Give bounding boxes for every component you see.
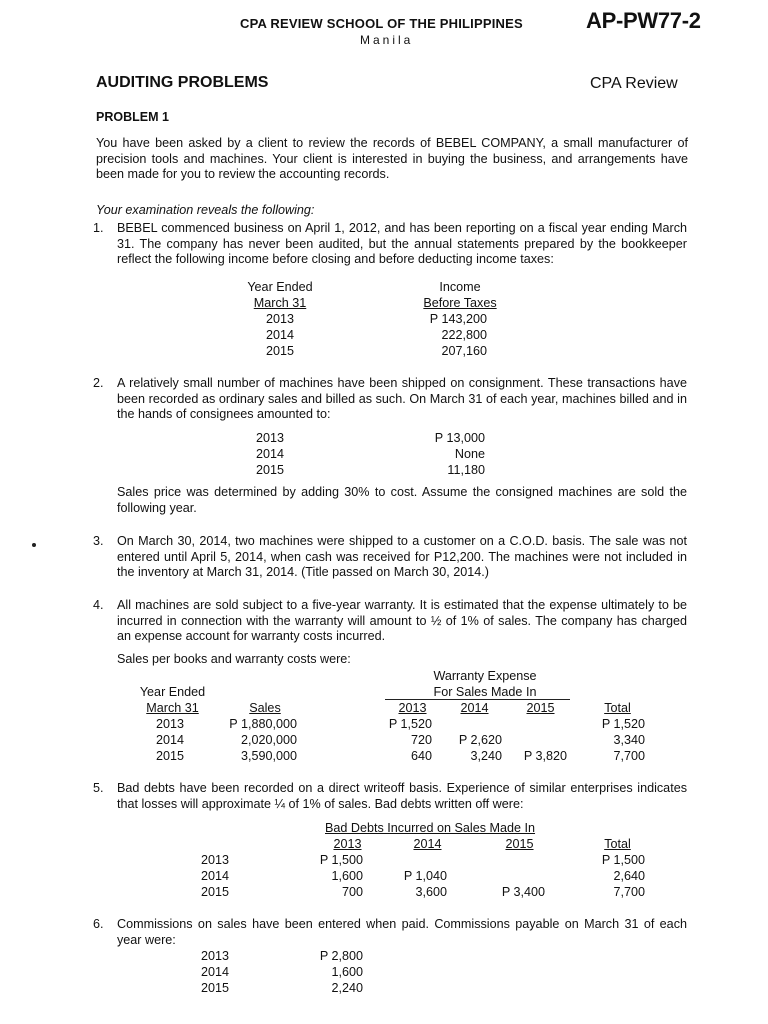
table-cell: P 1,500	[601, 853, 645, 867]
table-cell: 7,700	[613, 885, 645, 899]
table-cell: 2013	[200, 853, 230, 867]
table-cell: 640	[410, 749, 432, 763]
table-cell: P 1,500	[319, 853, 363, 867]
column-header: Total	[604, 701, 631, 715]
section-right-label: CPA Review	[590, 75, 678, 92]
item-note: Sales price was determined by adding 30% to cost. Assume the consigned machines are sold the following year.	[117, 485, 687, 515]
table-cell: 222,800	[441, 328, 487, 342]
column-header: 2014	[460, 701, 489, 715]
item-lead: Sales per books and warranty costs were:	[117, 652, 351, 666]
table-cell: 1,600	[331, 869, 363, 883]
table-cell: 2014	[155, 733, 185, 747]
table-cell: 2013	[265, 312, 295, 326]
column-header: Bad Debts Incurred on Sales Made In	[325, 821, 536, 835]
problem-label: PROBLEM 1	[96, 110, 169, 124]
table-cell: P 1,880,000	[229, 717, 297, 731]
table-cell: P 1,040	[403, 869, 447, 883]
table-cell: P 2,800	[319, 949, 363, 963]
item-number: 4.	[93, 598, 104, 612]
column-header: 2013	[333, 837, 362, 851]
column-header: Before Taxes	[423, 296, 497, 310]
table-cell: P 143,200	[429, 312, 487, 326]
table-cell: 3,600	[415, 885, 447, 899]
table-cell: 700	[341, 885, 363, 899]
table-cell: 2015	[155, 749, 185, 763]
table-cell: 2014	[200, 869, 230, 883]
table-cell: 2014	[200, 965, 230, 979]
table-cell: P 3,400	[501, 885, 545, 899]
section-title: AUDITING PROBLEMS	[96, 74, 269, 91]
school-city: Manila	[360, 33, 414, 47]
table-cell: 2015	[200, 885, 230, 899]
item-number: 1.	[93, 221, 104, 235]
item-text: On March 30, 2014, two machines were shipped to a customer on a C.O.D. basis. The sale was not entered until April 5, 2014, when cash was received for P12,200. The machines were not included in the inventory at March 31, 2014. (Title passed on March 30, 2014.)	[117, 534, 687, 579]
table-cell: None	[454, 447, 485, 461]
table-cell: P 3,820	[523, 749, 567, 763]
item-number: 3.	[93, 534, 104, 548]
table-cell: P 13,000	[434, 431, 485, 445]
column-header: 2014	[413, 837, 442, 851]
column-header: Warranty Expense	[433, 669, 537, 683]
column-header: Year Ended	[139, 685, 206, 699]
table-cell: 2013	[155, 717, 185, 731]
school-name: CPA REVIEW SCHOOL OF THE PHILIPPINES	[240, 16, 523, 31]
table-cell: 3,240	[470, 749, 502, 763]
column-header: 2013	[398, 701, 427, 715]
table-cell: 3,340	[613, 733, 645, 747]
column-header: 2015	[526, 701, 555, 715]
item-number: 2.	[93, 376, 104, 390]
table-cell: 2014	[265, 328, 295, 342]
item-text: BEBEL commenced business on April 1, 2012, and has been reporting on a fiscal year ending March 31. The company has never been audited, but the annual statements prepared by the bookkeeper reflect the following income before closing and before deducting income taxes:	[117, 221, 687, 266]
item-text: All machines are sold subject to a five-year warranty. It is estimated that the expense ultimately to be incurred in connection with the warranty will amount to ½ of 1% of sales. The company has charged an expense account for warranty costs incurred.	[117, 598, 687, 643]
table-cell: P 1,520	[388, 717, 432, 731]
document-code: AP-PW77-2	[586, 8, 701, 33]
column-header: Year Ended	[247, 280, 313, 294]
table-cell: 2013	[200, 949, 230, 963]
item-text: A relatively small number of machines have been shipped on consignment. These transactions have been recorded as ordinary sales and billed as such. On March 31 of each year, machines billed and in the hands of consignees amounted to:	[117, 376, 687, 421]
table-cell: 3,590,000	[240, 749, 297, 763]
column-header: 2015	[505, 837, 534, 851]
examination-lead: Your examination reveals the following:	[96, 203, 315, 217]
margin-dot	[32, 543, 36, 547]
table-cell: 1,600	[331, 965, 363, 979]
problem-intro: You have been asked by a client to review the records of BEBEL COMPANY, a small manufacturer of precision tools and machines. Your client is interested in buying the business, and arrangements have been made for you to review the accounting records.	[96, 136, 688, 181]
table-cell: 2015	[265, 344, 295, 358]
table-cell: 2015	[255, 463, 285, 477]
column-header: March 31	[146, 701, 199, 715]
column-header: Income	[439, 280, 481, 294]
table-cell: 11,180	[447, 463, 485, 477]
table-cell: 2014	[255, 447, 285, 461]
column-header: For Sales Made In	[433, 685, 537, 699]
table-cell: 207,160	[441, 344, 487, 358]
item-text: Commissions on sales have been entered when paid. Commissions payable on March 31 of each year were:	[117, 917, 687, 947]
item-number: 5.	[93, 781, 104, 795]
item-text: Bad debts have been recorded on a direct writeoff basis. Experience of similar enterprises indicates that losses will approximate ¼ of 1% of sales. Bad debts written off were:	[117, 781, 687, 811]
table-cell: 2,640	[613, 869, 645, 883]
table-cell: 7,700	[613, 749, 645, 763]
column-header: Sales	[249, 701, 281, 715]
table-cell: P 1,520	[601, 717, 645, 731]
table-cell: 720	[410, 733, 432, 747]
table-cell: 2,020,000	[240, 733, 297, 747]
table-cell: P 2,620	[458, 733, 502, 747]
table-cell: 2,240	[331, 981, 363, 995]
table-cell: 2015	[200, 981, 230, 995]
column-header: Total	[604, 837, 631, 851]
table-cell: 2013	[255, 431, 285, 445]
item-number: 6.	[93, 917, 104, 931]
column-header: March 31	[253, 296, 307, 310]
